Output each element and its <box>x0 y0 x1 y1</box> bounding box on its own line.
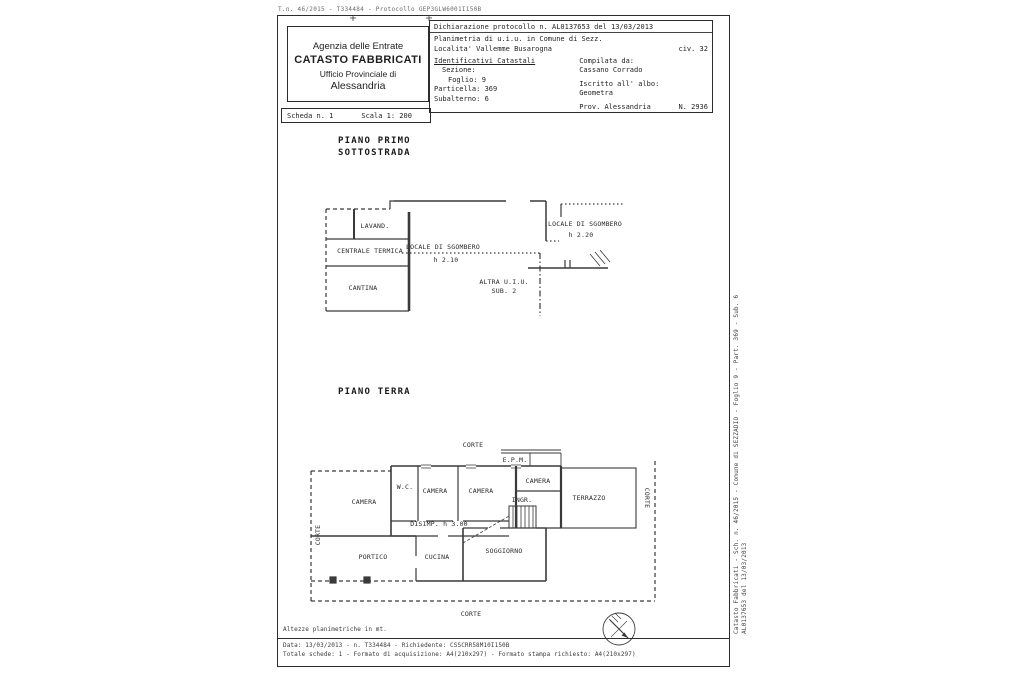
room-label-camera-3: CAMERA <box>525 477 551 485</box>
room-label-camera-sx: CAMERA <box>351 498 377 506</box>
scheda-number: Scheda n. 1 <box>287 111 334 120</box>
footnote-request: Data: 13/03/2013 - n. T334484 - Richiedente: CSSCRR58M10I150B <box>283 642 510 649</box>
room-label-cantina: CANTINA <box>348 284 378 292</box>
catasto-title: CATASTO FABBRICATI <box>294 54 422 66</box>
room-label-cucina: CUCINA <box>424 553 450 561</box>
label-altra-uiu: ALTRA U.I.U. <box>479 278 529 286</box>
register-number: N. 2936 <box>678 102 708 111</box>
north-arrow-icon <box>603 613 635 645</box>
compiled-by-label: Compilata da: <box>579 57 635 65</box>
court-label-left: CORTE <box>314 524 322 546</box>
planimetria-line: Planimetria di u.i.u. in Comune di Sezz. <box>434 35 603 43</box>
footnote-divider <box>278 638 729 639</box>
room-label-portico: PORTICO <box>358 553 388 561</box>
room-label-ingresso: INGR. <box>511 496 533 504</box>
civic-number: civ. 32 <box>678 45 708 53</box>
room-label-wc: W.C. <box>396 483 414 491</box>
floor-title-piano-primo-line1: PIANO PRIMO <box>338 136 411 146</box>
height-label-210: h 2.10 <box>433 256 459 264</box>
profession: Geometra <box>579 89 613 98</box>
subalterno-field: Subalterno: 6 <box>434 94 489 103</box>
floor-title-piano-primo-line2: SOTTOSTRADA <box>338 148 411 158</box>
room-label-lavanderia: LAVAND. <box>360 222 390 230</box>
court-label-right: CORTE <box>643 487 651 509</box>
room-label-camera-1: CAMERA <box>422 487 448 495</box>
identifiers-title: Identificativi Catastali <box>434 57 536 65</box>
court-label-top: CORTE <box>462 441 484 449</box>
floor-title-piano-terra: PIANO TERRA <box>338 387 411 397</box>
room-label-sgombero-2: LOCALE DI SGOMBERO <box>547 220 623 228</box>
height-label-220: h 2.20 <box>568 231 594 239</box>
office-line: Ufficio Provinciale di <box>319 69 397 79</box>
room-label-camera-2: CAMERA <box>468 487 494 495</box>
label-sub-2: SUB. 2 <box>491 287 517 295</box>
margin-reference-line-2: AL0137653 del 13/03/2013 <box>741 542 748 634</box>
protocol-line: Dichiarazione protocollo n. AL0137653 del 13/03/2013 <box>430 21 712 33</box>
room-label-sgombero-1: LOCALE DI SGOMBERO <box>405 243 481 251</box>
room-label-centrale-termica: CENTRALE TERMICA <box>337 247 403 255</box>
room-label-soggiorno: SOGGIORNO <box>485 547 523 555</box>
document-sheet <box>277 15 730 667</box>
footnote-format: Totale schede: 1 - Formato di acquisizione: A4(210x297) - Formato stampa richiesto: A4(210x297) <box>283 651 636 658</box>
label-epm: E.P.M. <box>502 456 528 464</box>
room-label-terrazzo: TERRAZZO <box>572 494 606 502</box>
floorplan-piano-terra <box>311 450 655 601</box>
office-city: Alessandria <box>330 80 386 92</box>
register-label: Iscritto all' albo: <box>579 79 660 88</box>
floorplan-drawing <box>278 16 729 666</box>
scale-value: Scala 1: 200 <box>361 111 412 120</box>
court-label-bottom: CORTE <box>460 610 482 618</box>
floorplan-piano-primo <box>326 201 623 316</box>
locality-value: Localita' Vallemme Busarogna <box>434 45 553 53</box>
scan-protocol-note: T.n. 46/2015 - T334484 - Protocollo GEP3GLW6001I150B <box>278 6 482 13</box>
compiler-name: Cassano Corrado <box>579 66 643 75</box>
footnote-heights: Altezze planimetriche in mt. <box>283 626 387 633</box>
agency-name: Agenzia delle Entrate <box>312 41 404 52</box>
room-label-disimpegno: DISIMP. h 3.00 <box>410 520 468 528</box>
province: Prov. Alessandria <box>579 102 651 111</box>
foglio-field: Foglio: 9 <box>448 75 486 84</box>
particella-field: Particella: 369 <box>434 85 498 94</box>
margin-reference-line-1: Catasto Fabbricati - Sch. n. 46/2015 - Comune di SEZZADIO - Foglio 9 - Part. 369 - Sub. 6 <box>733 294 740 634</box>
sezione-field: Sezione: <box>442 66 476 75</box>
